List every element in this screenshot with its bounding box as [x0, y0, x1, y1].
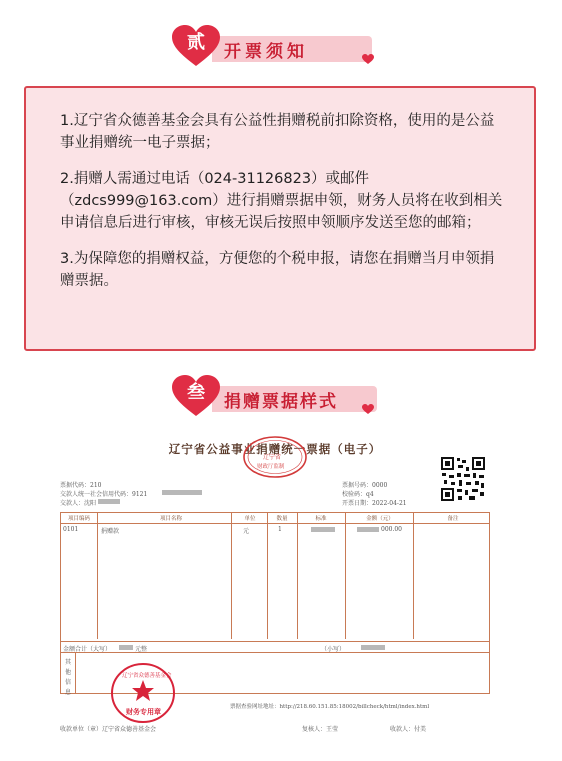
column-header: 项目编码 [67, 516, 90, 522]
issuer: 收款人：付美 [390, 726, 427, 733]
small-label: （小写） [321, 646, 346, 653]
row-name: 捐赠款 [101, 528, 120, 535]
notice-item: 2.捐赠人需通过电话（024-31126823）或邮件（zdcs999@163.com）进行捐赠票据申领，财务人员将在收到相关申请信息后进行审核，审核无误后按照申领顺序发送至您的邮箱； [60, 171, 503, 231]
notice-panel [24, 86, 536, 351]
receipt-title: 辽宁省公益事业捐赠统一票据（电子） [168, 442, 382, 456]
column-header: 标准 [315, 516, 327, 522]
redaction [361, 645, 385, 650]
section-header-notice [170, 24, 380, 64]
redaction [357, 527, 379, 532]
payer-name: 交款人：沈阳 [60, 500, 97, 507]
total-suffix: 元整 [135, 646, 148, 653]
stamp-line: 财政厅监制 [257, 464, 285, 470]
table-header [61, 513, 489, 524]
total-label: 金额合计（大写） [63, 646, 112, 653]
column-header: 金额（元） [366, 516, 394, 522]
column-header: 单位 [244, 516, 256, 522]
section-title: 捐赠票据样式 [224, 392, 338, 412]
section-title: 开票须知 [224, 42, 308, 62]
stamp-line: 辽宁省 [263, 454, 282, 461]
total-row [61, 641, 489, 653]
verify-url: 票据查验网址地址：http://218.60.151.85:18002/billcheck/html/index.html [230, 704, 430, 710]
receipt-image [52, 425, 498, 737]
receipt-number: 票据号码：0000 [342, 482, 388, 489]
seal-top-text: 辽宁省众德善基金会 [122, 673, 172, 679]
qr-code-icon [439, 455, 487, 503]
other-info-label: 其 他 信 息 [65, 659, 72, 696]
small-heart-icon [362, 54, 374, 65]
redaction [98, 499, 120, 504]
issue-date: 开票日期：2022-04-21 [342, 500, 407, 507]
column-header: 数量 [276, 516, 288, 522]
receipt-code: 票据代码：210 [60, 482, 102, 489]
reviewer: 复核人：王莹 [302, 726, 339, 733]
section-number: 叁 [187, 382, 205, 403]
column-header: 项目名称 [159, 516, 182, 522]
row-unit: 元 [243, 528, 250, 535]
section-number: 贰 [187, 32, 205, 53]
payer-id: 交款人统一社会信用代码：9121 [60, 491, 148, 498]
row-code: 0101 [63, 526, 79, 533]
notice-item: 3.为保障您的捐赠权益，方便您的个税申报，请您在捐赠当月申领捐赠票据。 [60, 251, 495, 289]
redaction [162, 490, 202, 495]
payee-unit: 收款单位（章）辽宁省众德善基金会 [60, 726, 157, 733]
notice-item: 1.辽宁省众德善基金会具有公益性捐赠税前扣除资格，使用的是公益事业捐赠统一电子票据； [60, 113, 495, 151]
row-amount: 000.00 [381, 526, 402, 533]
small-heart-icon [362, 404, 374, 415]
redaction [119, 645, 133, 650]
section-header-sample [170, 374, 380, 414]
column-header: 备注 [447, 516, 459, 522]
seal-bottom-text: 财务专用章 [126, 707, 161, 716]
row-qty: 1 [278, 526, 282, 533]
redaction [311, 527, 335, 532]
check-code: 校验码：q4 [342, 491, 374, 498]
